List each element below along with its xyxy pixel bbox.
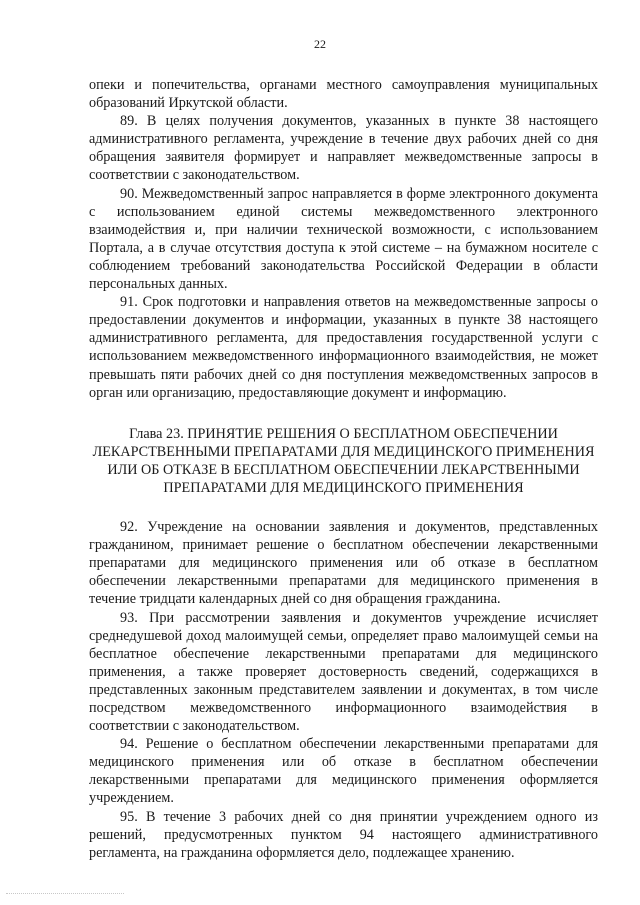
page-number: 22 (314, 37, 326, 51)
paragraph: опеки и попечительства, органами местного самоуправления муниципальных образований Иркутской области. (89, 77, 598, 112)
paragraph: 92. Учреждение на основании заявления и документов, представленных гражданином, принимает решение о бесплатном обеспечении лекарственными препаратами для медицинского применения или об отказе в бесплатном обеспечении лекарственными препаратами для медицинского применения в течение тридцати календарных дней со дня обращения гражданина. (89, 519, 598, 608)
paragraphs-before-chapter (89, 76, 598, 402)
document-body (89, 76, 598, 862)
paragraph: 95. В течение 3 рабочих дней со дня принятии учреждением одного из решений, предусмотренных пунктом 94 настоящего административного регламента, на гражданина оформляется дело, подлежащее хранению. (89, 808, 598, 861)
paragraphs-after-chapter (89, 518, 598, 862)
paragraph: 90. Межведомственный запрос направляется в форме электронного документа с использованием единой системы межведомственного электронного взаимодействия и, при наличии технической возможности, с использованием Портала, а в случае отсутствия доступа к этой системе – на бумажном носителе с соблюдением требований законодательства Российской Федерации в области персональных данных. (89, 185, 598, 293)
paragraph: 89. В целях получения документов, указанных в пункте 38 настоящего административного регламента, учреждение в течение двух рабочих дней со дня обращения заявителя формирует и направляет межведомственные запросы в соответствии с законодательством. (89, 113, 598, 184)
scan-footer-mark (6, 893, 124, 894)
paragraph: 94. Решение о бесплатном обеспечении лекарственными препаратами для медицинского применения или об отказе в бесплатном обеспечении лекарственными препаратами для медицинского применения оформляется учреждением. (89, 736, 598, 807)
paragraph: 91. Срок подготовки и направления ответов на межведомственные запросы о предоставлении документов и информации, указанных в пункте 38 настоящего административного регламента, для предоставления государственной услуги с использованием межведомственного информационного взаимодействия, не может превышать пяти рабочих дней со дня поступления межведомственных запросов в орган или организацию, предоставляющие документ и информацию. (89, 294, 598, 401)
paragraph: 93. При рассмотрении заявления и документов учреждение исчисляет среднедушевой доход малоимущей семьи, определяет право малоимущей семьи на бесплатное обеспечение лекарственными препаратами для медицинского применения, а также проверяет достоверность сведений, содержащихся в представленных законным представителем заявлении и документах, в том числе посредством межведомственного информационного взаимодействия в соответствии с законодательством. (89, 609, 598, 735)
chapter-heading: Глава 23. ПРИНЯТИЕ РЕШЕНИЯ О БЕСПЛАТНОМ ОБЕСПЕЧЕНИИ ЛЕКАРСТВЕННЫМИ ПРЕПАРАТАМИ ДЛЯ МЕДИЦИНСКОГО ПРИМЕНЕНИЯ ИЛИ ОБ ОТКАЗЕ В БЕСПЛАТНОМ ОБЕСПЕЧЕНИИ ЛЕКАРСТВЕННЫМИ ПРЕПАРАТАМИ ДЛЯ МЕДИЦИНСКОГО ПРИМЕНЕНИЯ (92, 425, 595, 496)
